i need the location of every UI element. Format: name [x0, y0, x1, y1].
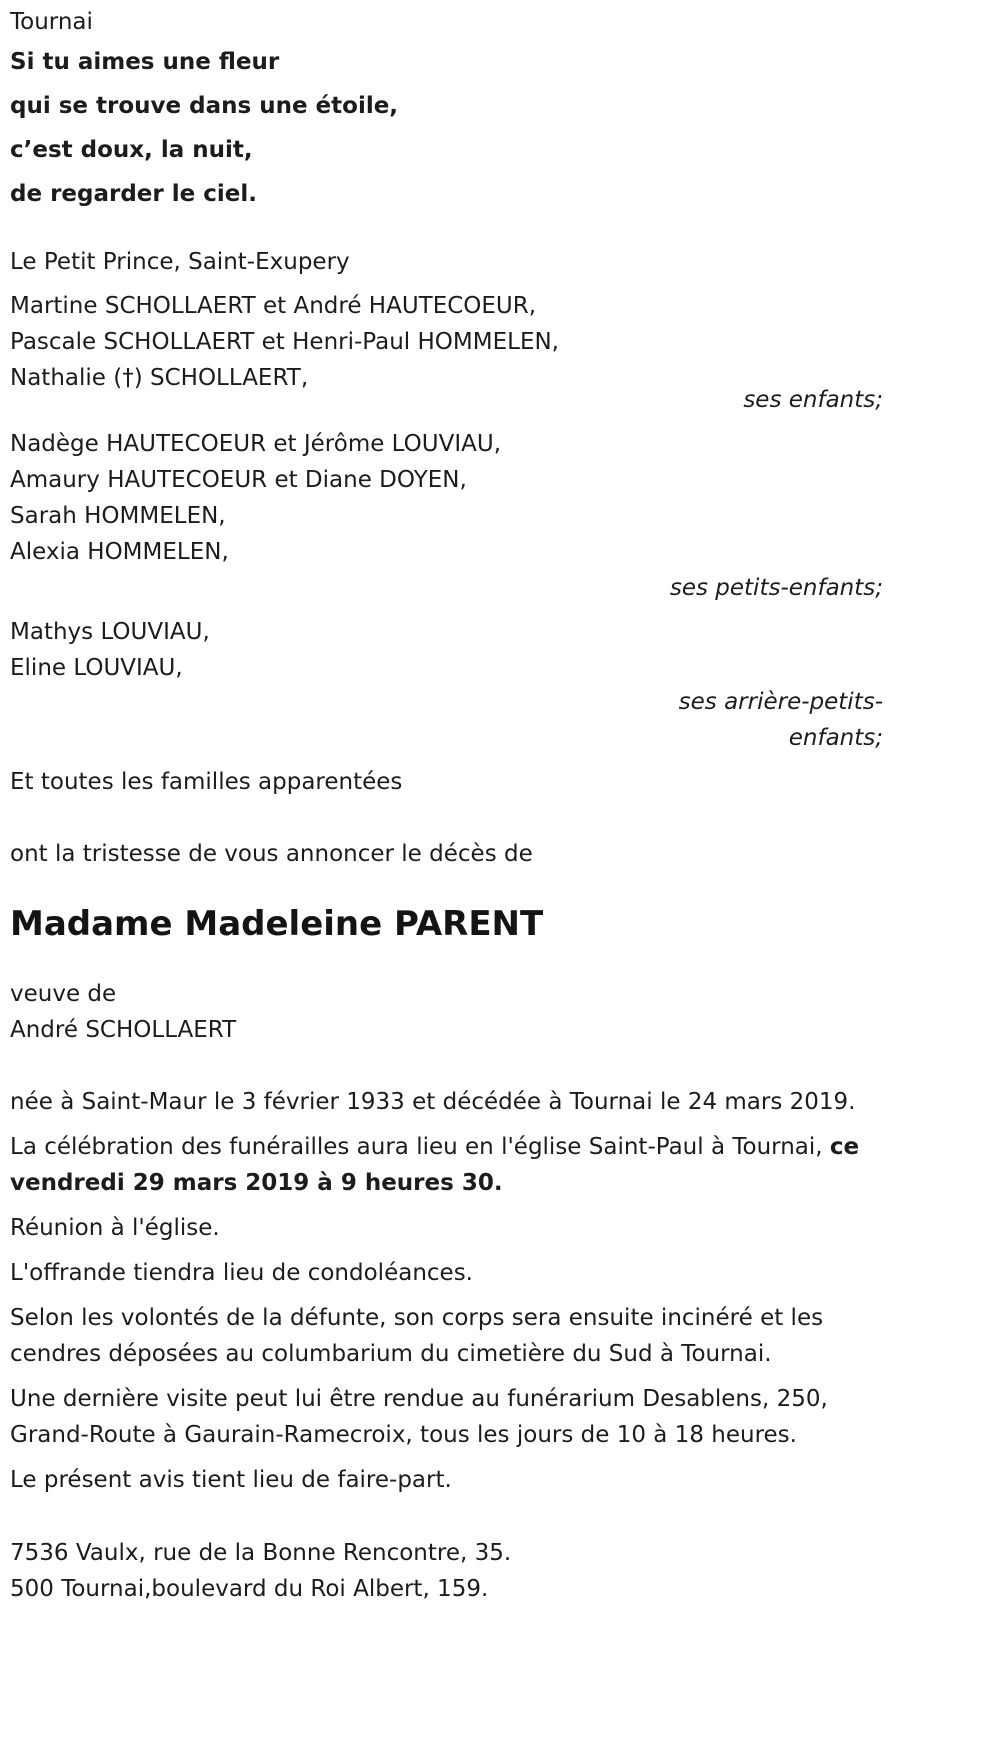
family-member: Nathalie (†) SCHOLLAERT, — [10, 365, 309, 391]
grandchildren-block — [10, 426, 883, 606]
birth-death-line: née à Saint-Maur le 3 février 1933 et décédée à Tournai le 24 mars 2019. — [10, 1089, 856, 1115]
widow-of-label: veuve de — [10, 981, 117, 1007]
grandchildren-label: ses petits-enfants; — [669, 575, 883, 601]
poem-line: de regarder le ciel. — [10, 181, 257, 207]
children-block — [10, 288, 883, 418]
children-label: ses enfants; — [743, 387, 883, 413]
relatives-line: Et toutes les familles apparentées — [10, 769, 403, 795]
ceremony-date: ce vendredi 29 mars 2019 à 9 heures 30. — [10, 1134, 860, 1196]
great-grandchildren-label: enfants; — [788, 725, 883, 751]
spouse-name: André SCHOLLAERT — [10, 1017, 237, 1043]
meeting-line: Réunion à l'église. — [10, 1215, 220, 1241]
poem-line: c’est doux, la nuit, — [10, 137, 253, 163]
ceremony-paragraph — [10, 1129, 883, 1201]
family-member: Pascale SCHOLLAERT et Henri-Paul HOMMELEN, — [10, 329, 559, 355]
poem-block — [10, 40, 883, 216]
family-member: Amaury HAUTECOEUR et Diane DOYEN, — [10, 467, 467, 493]
ceremony-text: La célébration des funérailles aura lieu en l'église Saint-Paul à Tournai, — [10, 1134, 830, 1160]
address-line: 7536 Vaulx, rue de la Bonne Rencontre, 35. — [10, 1540, 512, 1566]
poem-line: qui se trouve dans une étoile, — [10, 93, 399, 119]
city-header: Tournai — [10, 9, 93, 35]
great-grandchildren-block — [10, 614, 883, 756]
address-line: 500 Tournai,boulevard du Roi Albert, 159. — [10, 1576, 489, 1602]
family-member: Eline LOUVIAU, — [10, 655, 183, 681]
family-member: Nadège HAUTECOEUR et Jérôme LOUVIAU, — [10, 431, 502, 457]
family-member: Mathys LOUVIAU, — [10, 619, 210, 645]
poem-line: Si tu aimes une fleur — [10, 49, 280, 75]
family-member: Martine SCHOLLAERT et André HAUTECOEUR, — [10, 293, 537, 319]
family-member: Alexia HOMMELEN, — [10, 539, 229, 565]
offering-line: L'offrande tiendra lieu de condoléances. — [10, 1260, 473, 1286]
notice-line: Le présent avis tient lieu de faire-part. — [10, 1467, 452, 1493]
visit-paragraph: Une dernière visite peut lui être rendue au funérarium Desablens, 250, Grand-Route à Gaurain-Ramecroix, tous les jours de 10 à 18 heures. — [10, 1386, 828, 1448]
family-member: Sarah HOMMELEN, — [10, 503, 226, 529]
cremation-paragraph: Selon les volontés de la défunte, son corps sera ensuite incinéré et les cendres déposées au columbarium du cimetière du Sud à Tournai. — [10, 1305, 824, 1367]
announcement-line: ont la tristesse de vous annoncer le décès de — [10, 841, 533, 867]
deceased-name: Madame Madeleine PARENT — [10, 904, 544, 944]
poem-source: Le Petit Prince, Saint-Exupery — [10, 249, 350, 275]
great-grandchildren-label: ses arrière-petits- — [678, 689, 883, 715]
